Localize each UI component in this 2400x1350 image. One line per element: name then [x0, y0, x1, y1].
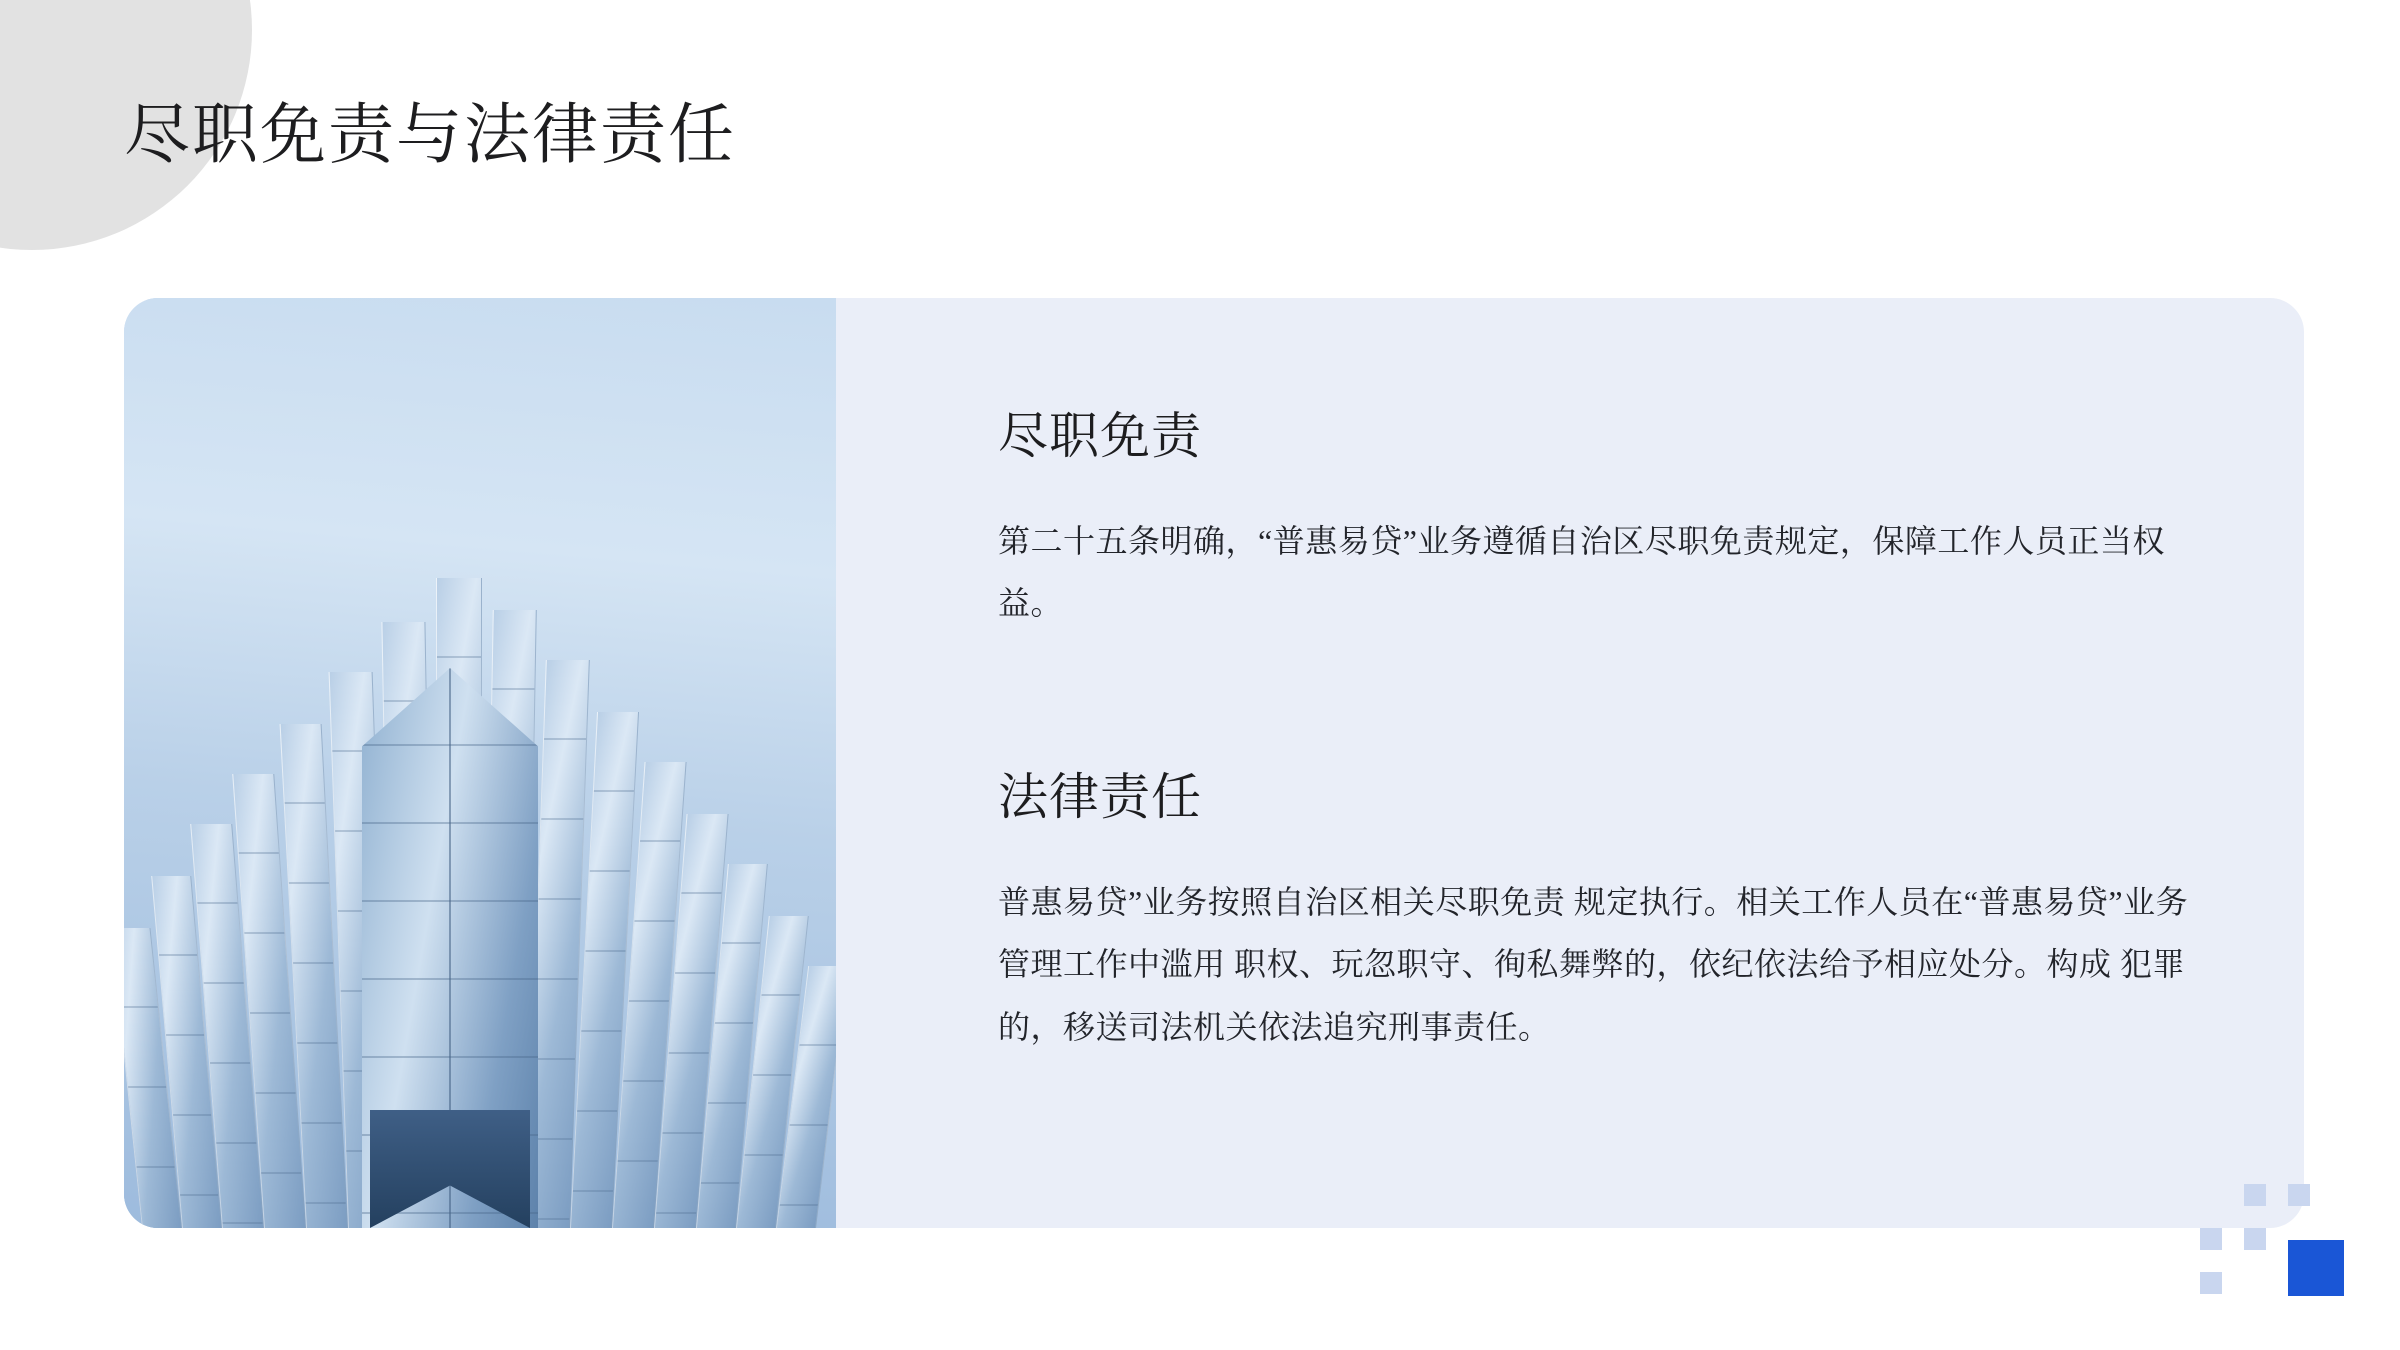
card-text-column: [836, 298, 2304, 1228]
section-heading: 尽职免责: [998, 408, 1202, 464]
corner-dots-decoration: [2174, 1184, 2344, 1314]
building-photo: [124, 298, 836, 1228]
section-body: 普惠易贷”业务按照自治区相关尽职免责 规定执行。相关工作人员在“普惠易贷”业务管理工作中滥用 职权、玩忽职守、徇私舞弊的，依纪依法给予相应处分。构成 犯罪的，移送司法机关依法追究刑事责任。: [998, 883, 2189, 1045]
section-body: 第二十五条明确，“普惠易贷”业务遵循自治区尽职免责规定，保障工作人员正当权益。: [998, 523, 2165, 622]
page-title: 尽职免责与法律责任: [124, 99, 736, 172]
section-heading: 法律责任: [998, 768, 1202, 825]
section-duty-exemption: [998, 406, 2196, 635]
building-graphic: [124, 508, 836, 1228]
content-card: [124, 298, 2304, 1228]
section-legal-liability: [998, 767, 2196, 1058]
